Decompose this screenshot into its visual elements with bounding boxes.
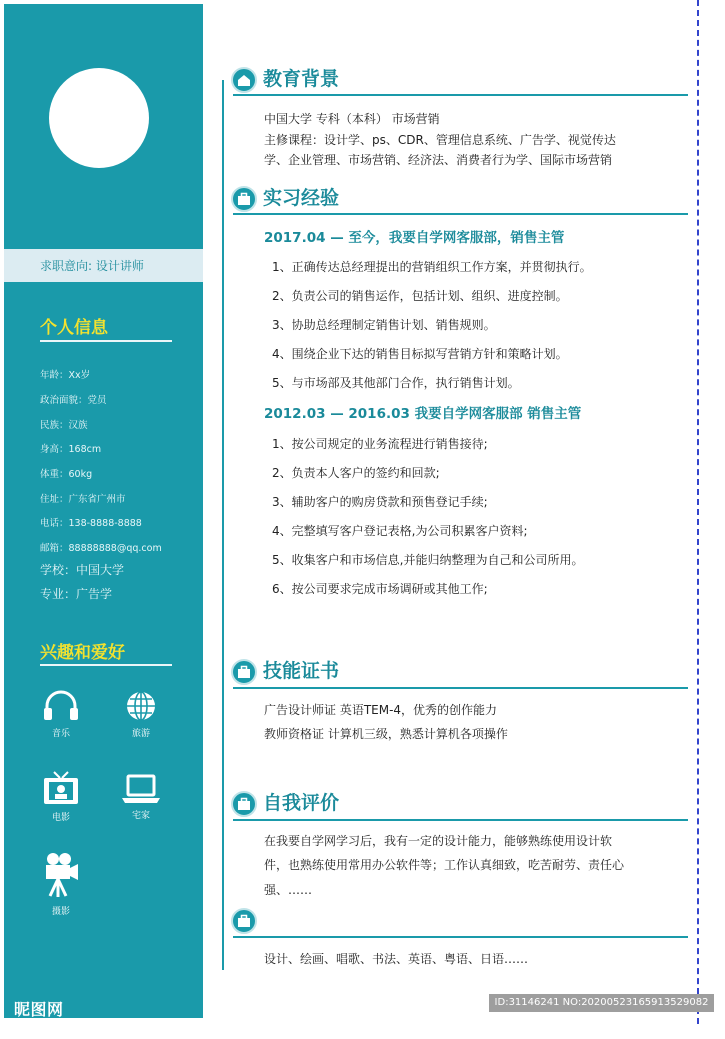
section-icon-self-eval bbox=[231, 791, 257, 817]
headphones-icon bbox=[41, 690, 81, 722]
job-1-item: 5、与市场部及其他部门合作，执行销售计划。 bbox=[272, 376, 520, 390]
info-ethnicity: 民族：汉族 bbox=[40, 420, 88, 431]
section-rule-internship bbox=[233, 213, 688, 215]
job-2-title: 2012.03 — 2016.03 我要自学网客服部 销售主管 bbox=[264, 406, 582, 422]
globe-icon bbox=[124, 690, 158, 722]
skills-line-2: 教师资格证 计算机三级，熟悉计算机各项操作 bbox=[264, 727, 508, 741]
hobby-music bbox=[31, 690, 91, 739]
skills-line-1: 广告设计师证 英语TEM-4，优秀的创作能力 bbox=[264, 703, 498, 717]
info-height: 身高：168cm bbox=[40, 444, 102, 455]
sidebar bbox=[4, 4, 203, 1039]
page-margin-guide bbox=[697, 0, 699, 1024]
job-2-item: 6、按公司要求完成市场调研或其他工作; bbox=[272, 582, 488, 596]
education-line-2: 主修课程：设计学、ps、CDR、管理信息系统、广告学、视觉传达 bbox=[264, 133, 616, 147]
info-political-status: 政治面貌：党员 bbox=[40, 395, 107, 406]
info-email: 邮箱：88888888@qq.com bbox=[40, 543, 162, 554]
section-icon-skills bbox=[231, 659, 257, 685]
job-1-item: 2、负责公司的销售运作，包括计划、组织、进度控制。 bbox=[272, 289, 568, 303]
job-2-item: 3、辅助客户的购房贷款和预售登记手续; bbox=[272, 495, 488, 509]
personal-info-divider bbox=[40, 340, 172, 342]
section-title-education: 教育背景 bbox=[263, 68, 340, 90]
laptop-icon bbox=[121, 774, 161, 804]
briefcase-icon bbox=[237, 665, 251, 679]
section-title-skills: 技能证书 bbox=[263, 660, 340, 682]
job-1-title: 2017.04 — 至今，我要自学网客服部，销售主管 bbox=[264, 230, 565, 246]
job-1-item: 4、围绕企业下达的销售目标拟写营销方针和策略计划。 bbox=[272, 347, 568, 361]
section-icon-education bbox=[231, 67, 257, 93]
self-eval-line-1: 在我要自学网学习后，我有一定的设计能力，能够熟练使用设计软 bbox=[264, 834, 613, 848]
info-school: 学校：中国大学 bbox=[40, 563, 125, 577]
job-intent-text: 求职意向: 设计讲师 bbox=[40, 259, 144, 273]
home-icon bbox=[237, 73, 251, 87]
job-2-item: 5、收集客户和市场信息,并能归纳整理为自己和公司所用。 bbox=[272, 553, 584, 567]
job-1-item: 3、协助总经理制定销售计划、销售规则。 bbox=[272, 318, 496, 332]
hobbies-line-1: 设计、绘画、唱歌、书法、英语、粤语、日语…… bbox=[264, 952, 529, 966]
hobby-label-home: 宅家 bbox=[131, 811, 150, 821]
hobby-movie bbox=[31, 770, 91, 823]
job-intent-band bbox=[4, 249, 203, 282]
job-2-item: 2、负责本人客户的签约和回款; bbox=[272, 466, 440, 480]
job-2-item: 1、按公司规定的业务流程进行销售接待; bbox=[272, 437, 488, 451]
hobby-travel bbox=[111, 690, 171, 739]
info-address: 住址：广东省广州市 bbox=[40, 494, 126, 505]
hobby-photography bbox=[31, 850, 91, 917]
profile-photo-placeholder bbox=[49, 68, 149, 168]
briefcase-icon bbox=[237, 797, 251, 811]
section-icon-hobbies bbox=[231, 908, 257, 934]
hobby-divider bbox=[40, 664, 172, 666]
hobby-heading: 兴趣和爱好 bbox=[40, 643, 125, 663]
education-line-3: 学、企业管理、市场营销、经济法、消费者行为学、国际市场营销 bbox=[264, 153, 613, 167]
info-weight: 体重：60kg bbox=[40, 469, 93, 480]
self-eval-line-2: 件，也熟练使用常用办公软件等；工作认真细致，吃苦耐劳、责任心 bbox=[264, 858, 625, 872]
section-rule-skills bbox=[233, 687, 688, 689]
image-id-watermark: ID:31146241 NO:20200523165913529082 bbox=[489, 994, 714, 1012]
education-line-1: 中国大学 专科（本科） 市场营销 bbox=[264, 112, 440, 126]
hobby-label-photography: 摄影 bbox=[51, 907, 70, 917]
hobby-label-music: 音乐 bbox=[51, 729, 70, 739]
self-eval-line-3: 强、…… bbox=[264, 883, 313, 897]
section-title-self-eval: 自我评价 bbox=[263, 792, 340, 814]
section-rule-self-eval bbox=[233, 819, 688, 821]
hobby-home bbox=[111, 774, 171, 821]
section-rule-hobbies bbox=[233, 936, 688, 938]
info-phone: 电话：138-8888-8888 bbox=[40, 518, 142, 529]
tv-icon bbox=[41, 770, 81, 806]
personal-info-heading: 个人信息 bbox=[40, 318, 108, 338]
job-1-item: 1、正确传达总经理提出的营销组织工作方案，并贯彻执行。 bbox=[272, 260, 592, 274]
hobby-label-travel: 旅游 bbox=[131, 729, 150, 739]
info-major: 专业：广告学 bbox=[40, 587, 113, 601]
job-2-item: 4、完整填写客户登记表格,为公司积累客户资料; bbox=[272, 524, 528, 538]
info-age: 年龄：Xx岁 bbox=[40, 370, 91, 381]
briefcase-icon bbox=[237, 192, 251, 206]
camera-icon bbox=[41, 850, 81, 900]
section-title-internship: 实习经验 bbox=[263, 187, 340, 209]
nipic-watermark: 昵图网 www.nipic.com bbox=[14, 1000, 157, 1039]
timeline-line bbox=[222, 80, 224, 970]
briefcase-icon bbox=[237, 914, 251, 928]
section-rule-education bbox=[233, 94, 688, 96]
section-icon-internship bbox=[231, 186, 257, 212]
hobby-label-movie: 电影 bbox=[51, 813, 70, 823]
